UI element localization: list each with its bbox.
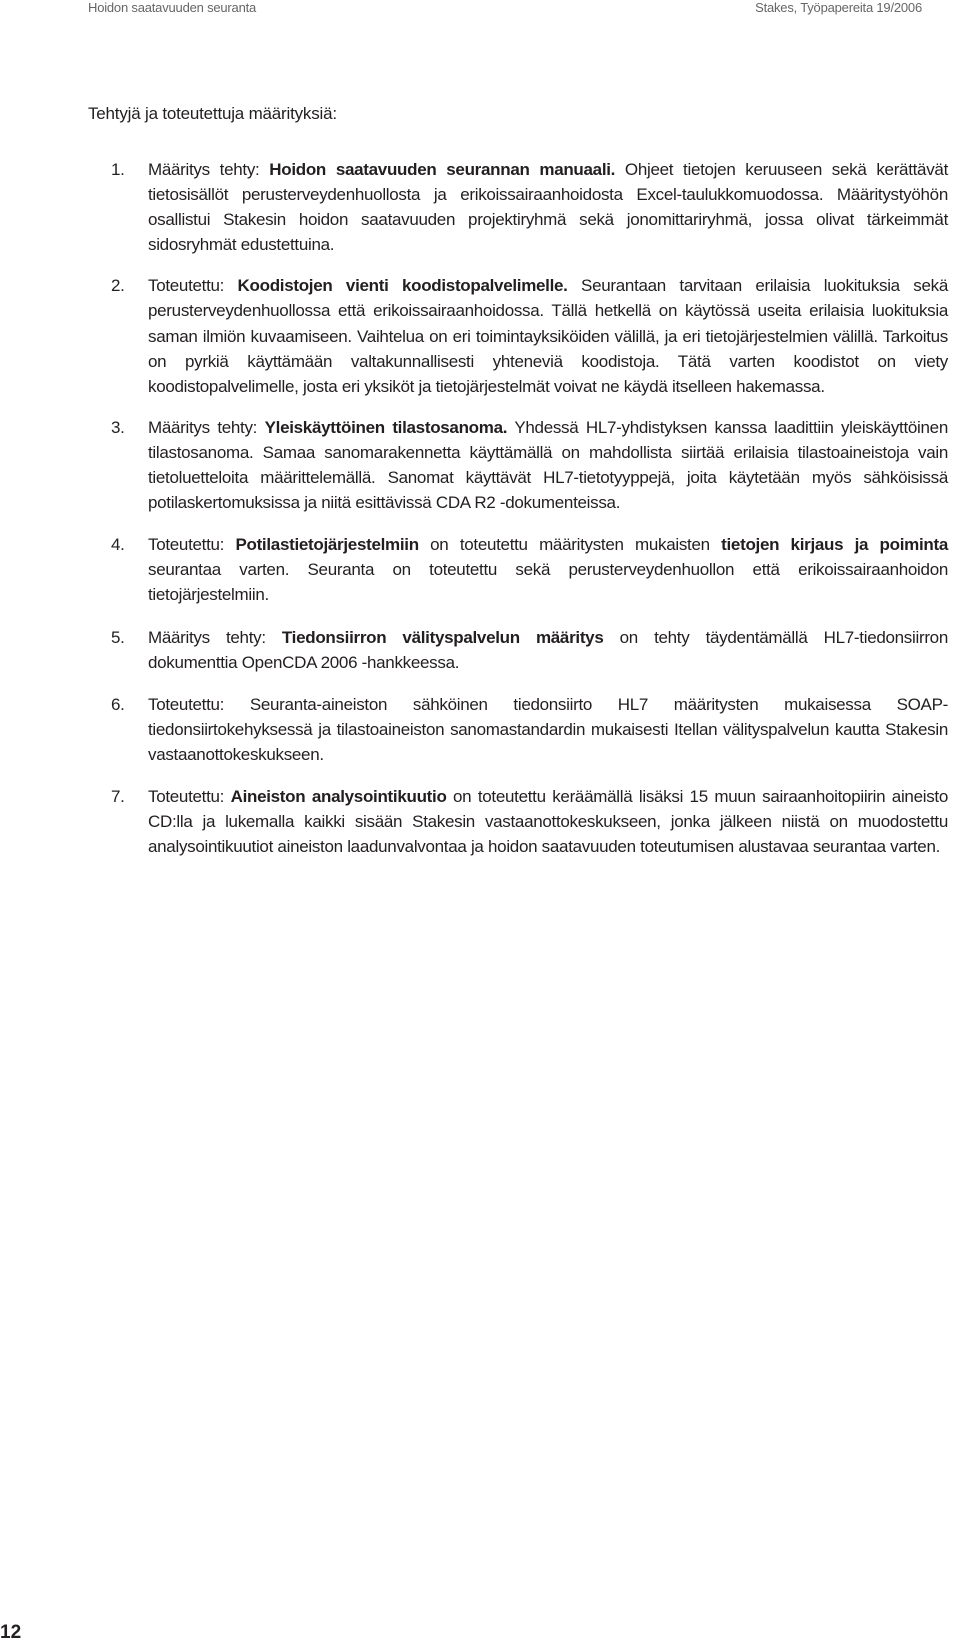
item-text: Toteutettu: Seuranta-aineiston sähköinen tiedonsiirto HL7 määritysten mukaisessa SOAP-tiedonsiirtokehyksessä ja tilastoaineiston sanomastandardin mukaisesti Itellan välityspalvelun kautta Stakesin vastaanottokeskukseen.: [148, 694, 948, 764]
section-intro: Tehtyjä ja toteutettuja määrityksiä:: [88, 104, 337, 123]
item-number: 1.: [111, 160, 125, 179]
item-text: Määritys tehty: Yleiskäyttöinen tilastosanoma. Yhdessä HL7-yhdistyksen kanssa laadittiin yleiskäyttöinen tilastosanoma. Samaa sanomarakennetta käyttämällä on mahdollista siirtää erilaisia tilastoaineistoja vain tietoluetteloita määrittelemällä. Sanomat käyttävät HL7-tietotyyppejä, joita käytetään myös sähköisissä potilaskertomuksissa ja niitä esittävissä CDA R2 -dokumenteissa.: [148, 417, 948, 513]
item-text: Toteutettu: Potilastietojärjestelmiin on toteutettu määritysten mukaisten tietojen kirjaus ja poiminta seurantaa varten. Seuranta on toteutettu sekä perusterveydenhuollon että erikoissairaanhoidon tietojärjestelmiin.: [148, 535, 948, 605]
item-number: 4.: [111, 535, 125, 555]
item-number: 3.: [111, 417, 125, 437]
list-item: [88, 625, 948, 675]
list-item: [88, 415, 948, 515]
item-text: Määritys tehty: Tiedonsiirron välityspalvelun määritys on tehty täydentämällä HL7-tiedonsiirron dokumenttia OpenCDA 2006 -hankkeessa.: [148, 627, 948, 672]
list-item: [88, 784, 948, 859]
running-header: [88, 0, 922, 20]
list-item: [88, 157, 948, 257]
list-item: [88, 273, 948, 398]
page-number: 12: [0, 1622, 22, 1643]
item-number: 2.: [111, 276, 125, 296]
item-number: 7.: [111, 786, 125, 806]
list-item: [88, 692, 948, 767]
item-text: Toteutettu: Aineiston analysointikuutio on toteutettu keräämällä lisäksi 15 muun sairaanhoitopiirin aineisto CD:lla ja lukemalla kaikki sisään Stakesin vastaanottokeskukseen, jonka jälkeen niistä on muodostettu analysointikuutiot aineiston laadunvalvontaa ja hoidon saatavuuden toteutumisen alustavaa seurantaa varten.: [148, 786, 948, 857]
item-text: Määritys tehty: Hoidon saatavuuden seurannan manuaali. Ohjeet tietojen keruuseen sekä kerättävät tietosisällöt perusterveydenhuollosta ja erikoissairaanhoidosta Excel-taulukkomuodossa. Määritystyöhön osallistui Stakesin hoidon saatavuuden projektiryhmä sekä jonomittariryhmä, jossa olivat tärkeimmät sidosryhmät edustettuina.: [148, 160, 948, 255]
list-item: [88, 532, 948, 607]
item-number: 5.: [111, 627, 125, 647]
item-text: Toteutettu: Koodistojen vienti koodistopalvelimelle. Seurantaan tarvitaan erilaisia luokituksia sekä perusterveydenhuollossa että erikoissairaanhoidossa. Tällä hetkellä on käytössä useita erilaisia luokituksia saman ilmiön kuvaamiseen. Vaihtelua on eri toimintayksiköiden välillä, ja eri tietojärjestelmien välillä. Tarkoitus on pyrkiä käyttämään valtakunnallisesti yhteneviä koodistoja. Tätä varten koodistot on viety koodistopalvelimelle, josta eri yksiköt ja tietojärjestelmät voivat ne käydä itselleen hakemassa.: [148, 276, 948, 396]
header-title: Hoidon saatavuuden seuranta: [88, 0, 257, 15]
header-series: Stakes, Työpapereita 19/2006: [755, 0, 922, 15]
definitions-list: [88, 157, 948, 859]
item-number: 6.: [111, 694, 125, 714]
